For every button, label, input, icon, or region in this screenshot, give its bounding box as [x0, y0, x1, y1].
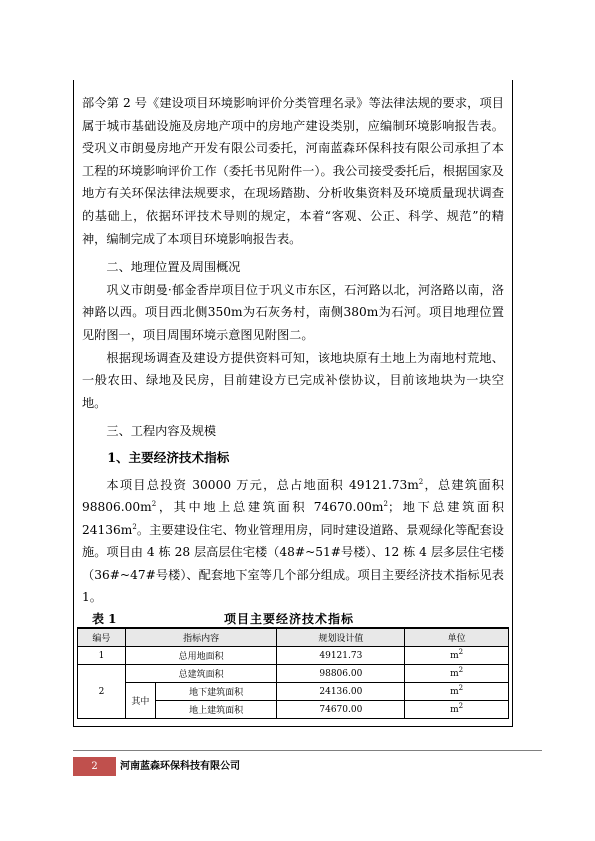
footer-divider	[73, 750, 542, 751]
indicators-paragraph: 本项目总投资 30000 万元，总占地面积 $49121.73m^2$，总建筑面积 $98806.00m^2$，其中地上总建筑面积 $74670.00m^2$；地下总建筑面积 $24136m^2$。主要建设住宅、物业管理用房，同时建设道路、景观绿化等配套设施。项目由 4 栋 28 层高层住宅楼（48#~51#号楼）、12 栋 4 层多层住宅楼（36#~47#号楼）、配套地下室等几个部分组成。项目主要经济技术指标见表 1。	[82, 477, 504, 605]
header-value: 规划设计值	[277, 628, 405, 647]
table-row: 2 总建筑面积 98806.00 $m^2$	[78, 665, 509, 683]
table-row: 地上建筑面积 74670.00 $m^2$	[78, 701, 509, 719]
indicators-table	[77, 627, 509, 719]
intro-paragraph: 部令第 2 号《建设项目环境影响评价分类管理名录》等法律法规的要求，项目属于城市基础设施及房地产项中的房地产建设类别，应编制环境影响报告表。受巩义市朗曼房地产开发有限公司委托，河南蓝森环保科技有限公司承担了本工程的环境影响评价工作（委托书见附件一）。我公司接受委托后，根据国家及地方有关环保法律法规要求，在现场踏勘、分析收集资料及环境质量现状调查的基础上，依据环评技术导则的规定，本着“客观、公正、科学、规范”的精神，编制完成了本项目环境影响报告表。	[82, 96, 504, 246]
table-row: 1 总用地面积 49121.73 $m^2$	[78, 647, 509, 665]
subsection-heading-indicators: 1、主要经济技术指标	[107, 449, 230, 465]
site-status-paragraph: 根据现场调查及建设方提供资料可知，该地块原有土地上为南地村荒地、一般农田、绿地及民房，目前建设方已完成补偿协议，目前该地块为一块空地。	[82, 350, 504, 410]
page-number: 2	[73, 757, 116, 776]
header-unit: 单位	[405, 628, 509, 647]
table-header-row	[78, 628, 509, 647]
document-body	[82, 92, 504, 719]
table-title: 项目主要经济技术指标	[224, 612, 355, 627]
footer-company: 河南蓝森环保科技有限公司	[120, 761, 240, 772]
table-label: 表 1	[92, 612, 117, 627]
section-heading-scope: 三、工程内容及规模	[106, 424, 217, 439]
section-heading-location: 二、地理位置及周围概况	[106, 260, 241, 275]
header-no: 编号	[78, 628, 126, 647]
table-row: 其中 地下建筑面积 24136.00 $m^2$	[78, 683, 509, 701]
header-item: 指标内容	[125, 628, 277, 647]
table-caption	[82, 611, 504, 627]
location-paragraph: 巩义市朗曼·郁金香岸项目位于巩义市东区，石河路以北，河洛路以南，洛神路以西。项目西北侧350m为石灰务村，南侧380m为石河。项目地理位置见附图一，项目周围环境示意图见附图二。	[82, 282, 504, 342]
